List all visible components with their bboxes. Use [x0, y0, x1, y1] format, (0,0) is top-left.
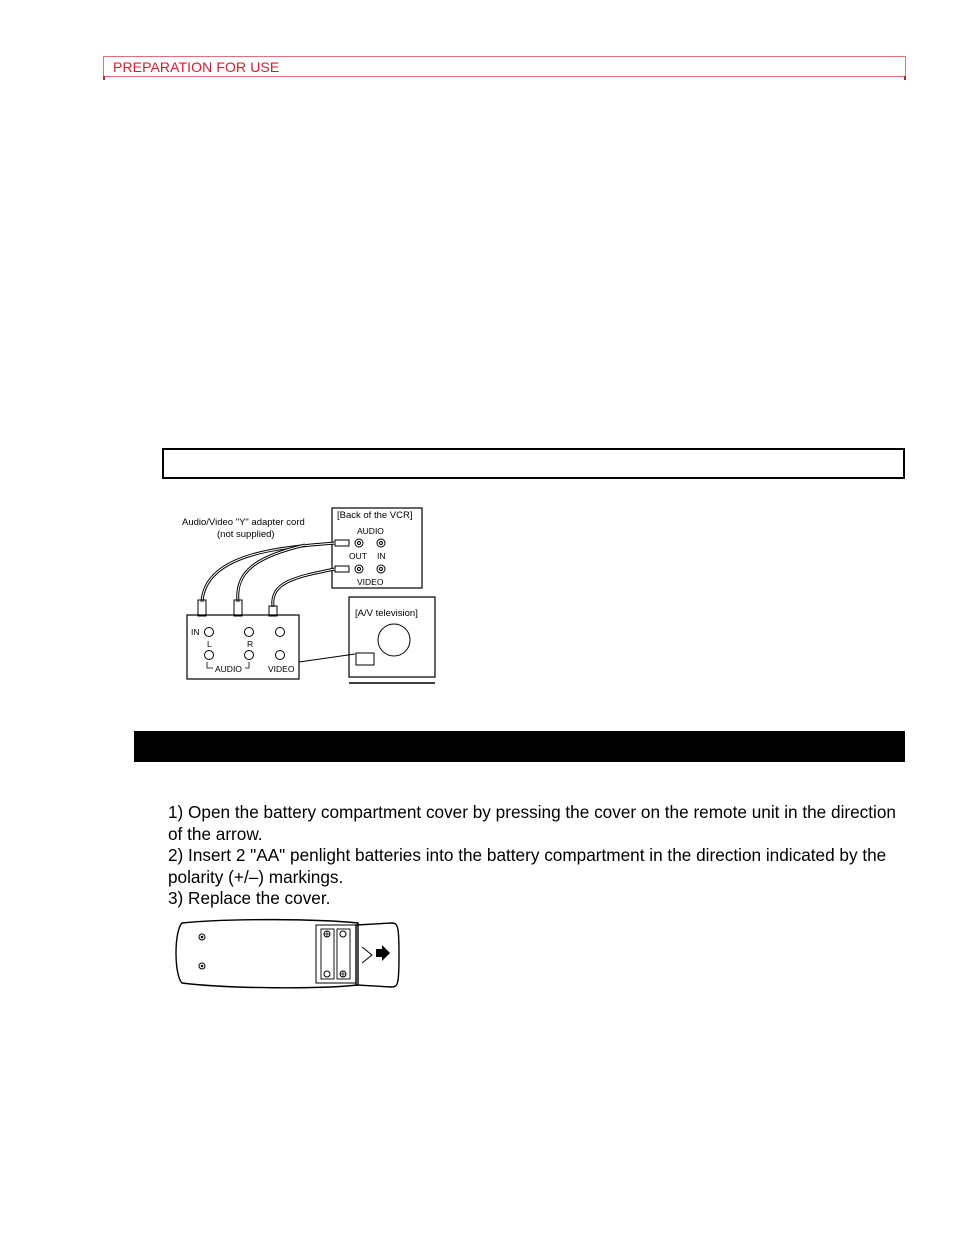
remote-control-illustration: [170, 915, 402, 993]
cord-label: Audio/Video "Y" adapter cord: [182, 517, 305, 528]
battery-instructions: [168, 802, 908, 910]
vcr-video-out-jack: [355, 565, 363, 573]
section-title-box: [162, 448, 905, 479]
page-header-bar: [103, 56, 906, 77]
tv-audio-r-in-jack: [245, 628, 254, 637]
vcr-audio-out-jack: [355, 539, 363, 547]
vcr-in-label: IN: [377, 551, 386, 561]
remote-screw-icon: [199, 934, 205, 940]
cord-note: (not supplied): [217, 529, 275, 540]
page-header-title: PREPARATION FOR USE: [113, 59, 280, 75]
vcr-out-label: OUT: [349, 551, 367, 561]
vcr-audio-label: AUDIO: [357, 526, 384, 536]
tv-video-in-jack: [276, 628, 285, 637]
tv-audio-l-in-jack: [205, 628, 214, 637]
instruction-step-2: 2) Insert 2 "AA" penlight batteries into the battery compartment in the direction indicated by the polarity (+/–) markings.: [168, 845, 887, 887]
av-connection-diagram: [165, 502, 440, 692]
vcr-label: [Back of the VCR]: [337, 510, 413, 521]
tv-label: [A/V television]: [355, 608, 418, 619]
tv-l-label: L: [207, 639, 212, 649]
section-header-bar: [134, 731, 905, 762]
instruction-step-1: 1) Open the battery compartment cover by pressing the cover on the remote unit in the direction of the arrow.: [168, 802, 896, 844]
vcr-audio-in-jack: [377, 539, 385, 547]
tv-video-label: VIDEO: [268, 664, 295, 674]
y-cord-video: [273, 569, 335, 607]
vcr-video-in-jack: [377, 565, 385, 573]
tv-in-label: IN: [191, 627, 200, 637]
arrow-right-icon: [376, 945, 390, 961]
tv-r-label: R: [247, 639, 254, 649]
remote-body: [176, 920, 358, 988]
tv-screen-dial: [378, 624, 410, 656]
vcr-video-label: VIDEO: [357, 577, 384, 587]
instruction-step-3: 3) Replace the cover.: [168, 888, 331, 909]
tv-audio-label: AUDIO: [215, 664, 242, 674]
